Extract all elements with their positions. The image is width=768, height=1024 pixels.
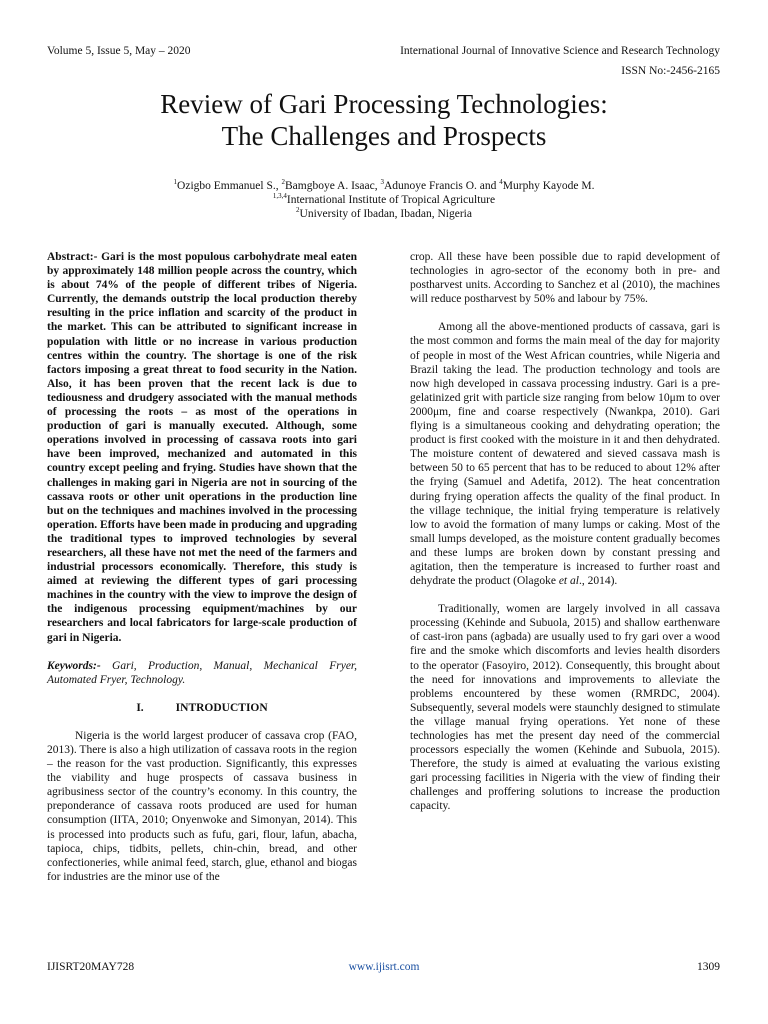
affiliation-1	[0, 193, 768, 207]
affiliation-name: University of Ibadan, Ibadan, Nigeria	[299, 208, 472, 220]
body-paragraph-3: Traditionally, women are largely involved in all cassava processing (Kehinde and Subuola, 2015) and shallow earthenware of cast-iron pans (agbada) are usually used to fry gari over a wood fire and the smoke which discomforts and levies health disorders to the operator (Fasoyiro, 2012). Consequently, this brought about the need for innovations and improvements to alleviate the problems encountered by these women (RMRDC, 2004). Subsequently, several models were staunchly designed to stimulate the village manual frying operations. Yet none of these technologies has met the present day need of the commercial processors especially the women (Kehinde and Subuola, 2015). Therefore, the study is aimed at evaluating the various existing gari processing facilities in Nigeria with the view of finding their challenges and proffering solutions to increase the production capacity.	[410, 603, 720, 813]
journal-website-link[interactable]: www.ijisrt.com	[348, 961, 420, 973]
keywords-label: Keywords:-	[47, 659, 101, 672]
body-paragraph-2	[410, 320, 720, 588]
abstract: Abstract:- Gari is the most populous carbohydrate meal eaten by approximately 148 million people across the country, which is about 74% of the people of different tribes of Nigeria. Currently, the demands outstrip the local production thereby resulting in the price inflation and scarcity of the product in the market. This can be attributed to significant increase in population with little or no increase in various production centres within the country. The shortage is one of the risk factors imposing a great threat to food security in the Nation. Also, it has been proven that the recent lack is due to tediousness and drudgery associated with the manual methods of processing the roots – as most of the operations in production of gari is manually executed. Although, some operations involved in processing of cassava roots into gari have been improved, mechanized and automated in this country except peeling and frying. Studies have shown that the challenges in making gari in Nigeria are not in sourcing of the cassava roots or other unit operations in the production line but on the techniques and machines involved in the processing operation. Efforts have been made in producing and upgrading the traditional types to improved technologies by several researchers, all these have not met the need of the farmers and industrial processors economically. Therefore, this study is aimed at reviewing the different types of gari processing machines in the country with the view to improve the design of the indigenous processing equipment/machines by our researchers and local fabricators for large-scale production of gari in Nigeria.	[47, 251, 358, 644]
affiliation-sup: 1,3,4	[272, 192, 287, 201]
left-column	[47, 250, 357, 898]
affiliation-sup: 2	[296, 206, 300, 215]
right-column	[410, 250, 720, 828]
body-paragraph-1: crop. All these have been possible due to rapid development of technologies in agro-sector of the economy both in pre- and postharvest units. According to Sanchez et al (2010), the machines will reduce postharvest by 50% and labour by 75%.	[410, 251, 720, 306]
author-block	[0, 179, 768, 221]
journal-volume: Volume 5, Issue 5, May – 2020	[47, 45, 191, 57]
section-heading	[47, 701, 357, 715]
journal-name: International Journal of Innovative Science and Research Technology	[400, 45, 720, 57]
keywords-text: Gari, Production, Manual, Mechanical Fryer, Automated Fryer, Technology.	[47, 659, 357, 686]
citation-etal: et al	[558, 575, 579, 588]
affiliation-name: International Institute of Tropical Agriculture	[286, 194, 496, 206]
section-title: INTRODUCTION	[175, 701, 268, 714]
section-number: I.	[136, 701, 144, 714]
paper-title-line-2: The Challenges and Prospects	[221, 121, 547, 151]
keywords	[47, 659, 357, 687]
author-name: Ozigbo Emmanuel S.,	[177, 180, 282, 192]
body-paragraph-2-text: Among all the above-mentioned products of cassava, gari is the most common and forms the main meal of the day for majority of people in most of the West African countries, while Nigeria and Brazil taking the lead. The production technology and tools are now high developed in cassava processing industry. Gari is a pre-gelatinized grit with particle size ranging from below 10μm to over 2000μm, fine and coarse respectively (Nwankpa, 2010). Gari flying is a simultaneous cooking and dehydrating operation; the product is first cooked with the moisture in it and then dehydrated. The moisture content of dewatered and sieved cassava mash is between 50 to 65 percent that has to be reduced to about 12% after the frying (Samuel and Adetifa, 2012). The heat concentration during frying operation affects the quality of the final product. In the village technique, the initial frying temperature is relatively low to avoid the formation of many lumps or caking. Most of the small lumps developed, as the moisture content gradually becomes and these lumps are broken down by constant pressing and agitation, then the temperature is increased to further roast and dehydrate the product (Olagoke	[410, 321, 720, 588]
author-sup: 1	[173, 178, 178, 187]
author-name: Bamgboye A. Isaac,	[284, 180, 381, 192]
issn: ISSN No:-2456-2165	[621, 65, 720, 77]
page-number: 1309	[697, 961, 720, 973]
article-id: IJISRT20MAY728	[47, 961, 135, 973]
author-sup: 3	[380, 178, 384, 187]
author-sup: 4	[499, 178, 503, 187]
author-list	[0, 179, 768, 193]
affiliation-2	[0, 207, 768, 221]
paper-title-line-1: Review of Gari Processing Technologies:	[160, 89, 608, 119]
paper-title	[0, 88, 768, 152]
author-sup: 2	[281, 178, 285, 187]
author-name: Murphy Kayode M.	[502, 180, 595, 192]
intro-paragraph: Nigeria is the world largest producer of cassava crop (FAO, 2013). There is also a high utilization of cassava roots in the region – the reason for the vast production. Significantly, this expresses the viability and huge prospects of cassava business in agribusiness sector of the country’s economy. In this country, the preponderance of cassava roots produced are used for human consumption (IITA, 2010; Onyenwoke and Simonyan, 2014). This is processed into products such as fufu, gari, flour, lafun, abacha, tapioca, chips, tidbits, pellets, chin-chin, bread, and other confectioneries, while animal feed, starch, glue, ethanol and biogas for industries are the minor use of the	[47, 729, 357, 883]
body-paragraph-2-end: ., 2014).	[578, 575, 618, 588]
author-name: Adunoye Francis O. and	[383, 180, 500, 192]
